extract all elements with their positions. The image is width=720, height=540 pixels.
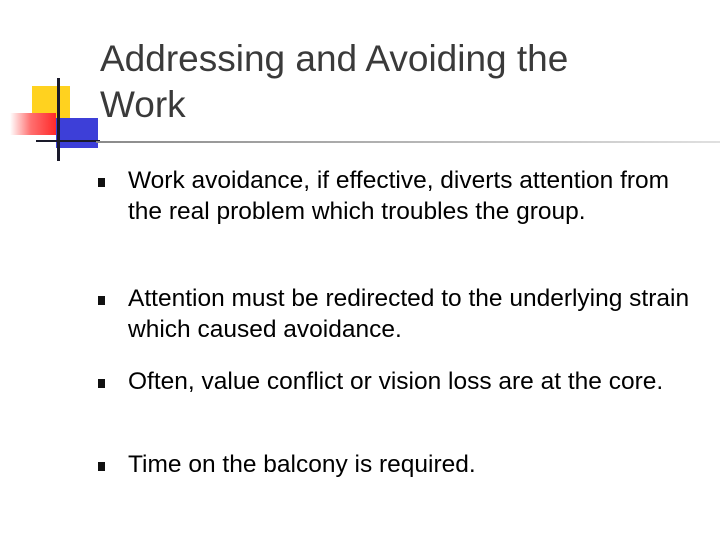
square-bullet-icon xyxy=(98,462,105,471)
slide-title: Addressing and Avoiding the Work xyxy=(100,38,569,125)
bullet-text: Work avoidance, if effective, diverts attention from the real problem which troubles the group. xyxy=(128,167,670,225)
decorative-logo xyxy=(0,0,110,170)
horizontal-line xyxy=(36,140,100,142)
square-bullet-icon xyxy=(98,379,105,388)
vertical-line xyxy=(57,78,60,161)
title-divider xyxy=(96,141,720,143)
red-bar xyxy=(10,113,56,135)
bullet-text: Often, value conflict or vision loss are at the core. xyxy=(128,368,664,395)
blue-square xyxy=(56,118,98,148)
square-bullet-icon xyxy=(98,296,105,305)
bullet-text: Attention must be redirected to the underlying strain which caused avoidance. xyxy=(128,285,690,343)
bullet-text: Time on the balcony is required. xyxy=(128,451,476,478)
square-bullet-icon xyxy=(98,178,105,187)
